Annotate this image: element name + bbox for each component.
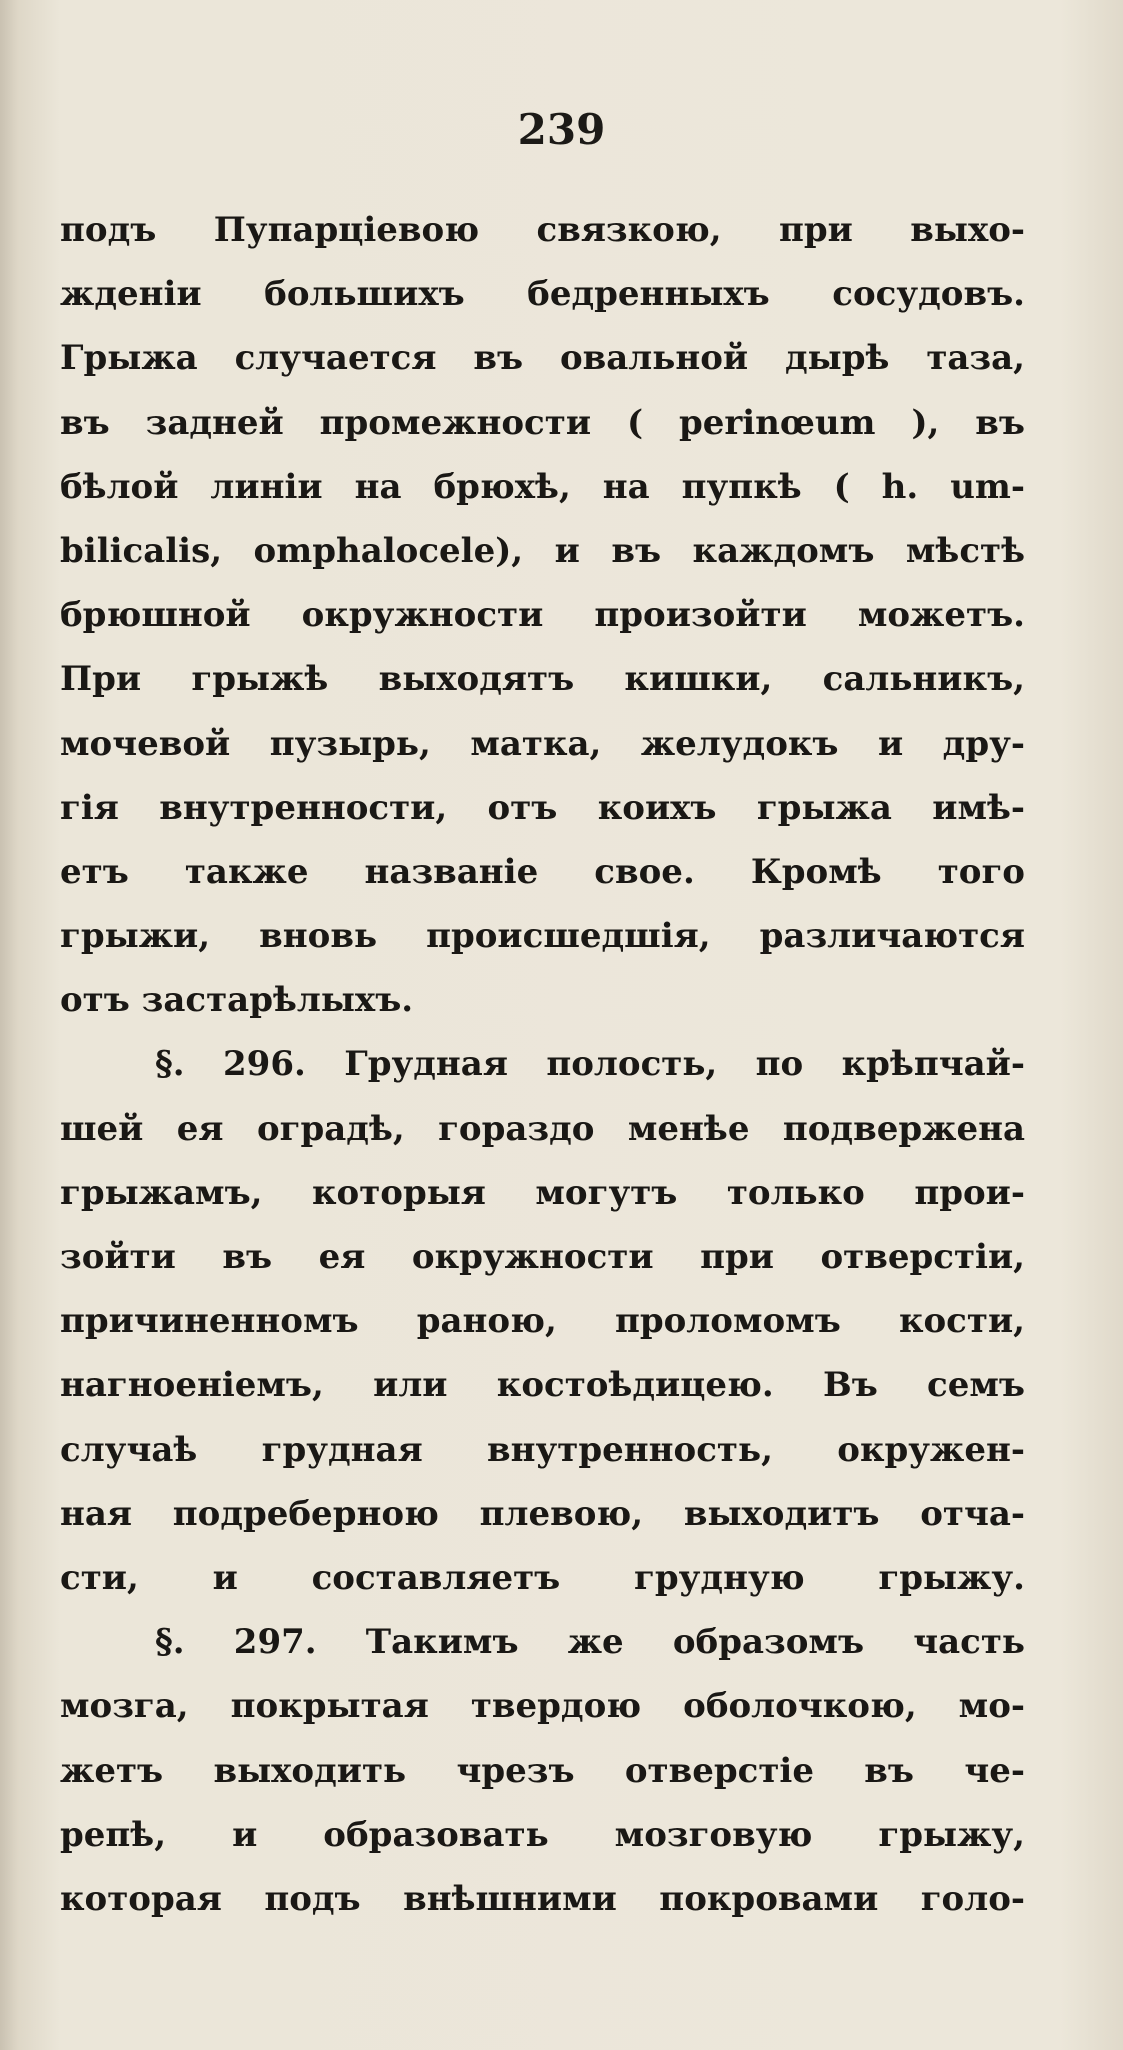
- text-line: причиненномъ раною, проломомъ кости,: [60, 1301, 1025, 1342]
- section-297-heading-line: §. 297. Такимъ же образомъ часть: [155, 1622, 1025, 1663]
- text-line: бѣлой линіи на брюхѣ, на пупкѣ ( h. um-: [60, 466, 1025, 507]
- text-line: грыжи, вновь происшедшія, различаются: [60, 916, 1025, 957]
- page-number: 239: [517, 105, 606, 154]
- text-line: которая подъ внѣшними покровами голо-: [60, 1878, 1025, 1919]
- text-line: случаѣ грудная внутренность, окружен-: [60, 1429, 1025, 1470]
- text-line: мочевой пузырь, матка, желудокъ и дру-: [60, 723, 1025, 764]
- text-line: жденіи большихъ бедренныхъ сосудовъ.: [60, 274, 1025, 315]
- text-line: репѣ, и образовать мозговую грыжу,: [60, 1814, 1025, 1855]
- text-line: мозга, покрытая твердою оболочкою, мо-: [60, 1686, 1025, 1727]
- text-line: подъ Пупарціевою связкою, при выхо-: [60, 210, 1025, 250]
- paragraph-end-line: сти, и составляетъ грудную грыжу.: [60, 1557, 1025, 1598]
- text-line: гія внутренности, отъ коихъ грыжа имѣ-: [60, 787, 1025, 828]
- section-296-heading-line: §. 296. Грудная полость, по крѣпчай-: [155, 1044, 1025, 1085]
- paragraph-end-line: отъ застарѣлыхъ.: [60, 980, 414, 1021]
- text-line: етъ также названіе свое. Кромѣ того: [60, 851, 1025, 892]
- text-line: нагноеніемъ, или костоѣдицею. Въ семъ: [60, 1365, 1025, 1406]
- body-text: [60, 198, 1025, 1931]
- text-line: въ задней промежности ( perinœum ), въ: [60, 402, 1025, 443]
- text-line: брюшной окружности произойти можетъ.: [60, 595, 1025, 636]
- text-line: Грыжа случается въ овальной дырѣ таза,: [60, 338, 1025, 379]
- text-line: bilicalis, omphalocele), и въ каждомъ мѣстѣ: [60, 530, 1025, 571]
- text-line: ная подреберною плевою, выходитъ отча-: [60, 1493, 1025, 1534]
- text-line: шей ея оградѣ, гораздо менѣе подвержена: [60, 1108, 1025, 1149]
- text-line: жетъ выходить чрезъ отверстіе въ че-: [60, 1750, 1025, 1791]
- text-line: зойти въ ея окружности при отверстіи,: [60, 1237, 1025, 1277]
- text-line: При грыжѣ выходятъ кишки, сальникъ,: [60, 659, 1025, 700]
- text-line: грыжамъ, которыя могутъ только прои-: [60, 1172, 1025, 1213]
